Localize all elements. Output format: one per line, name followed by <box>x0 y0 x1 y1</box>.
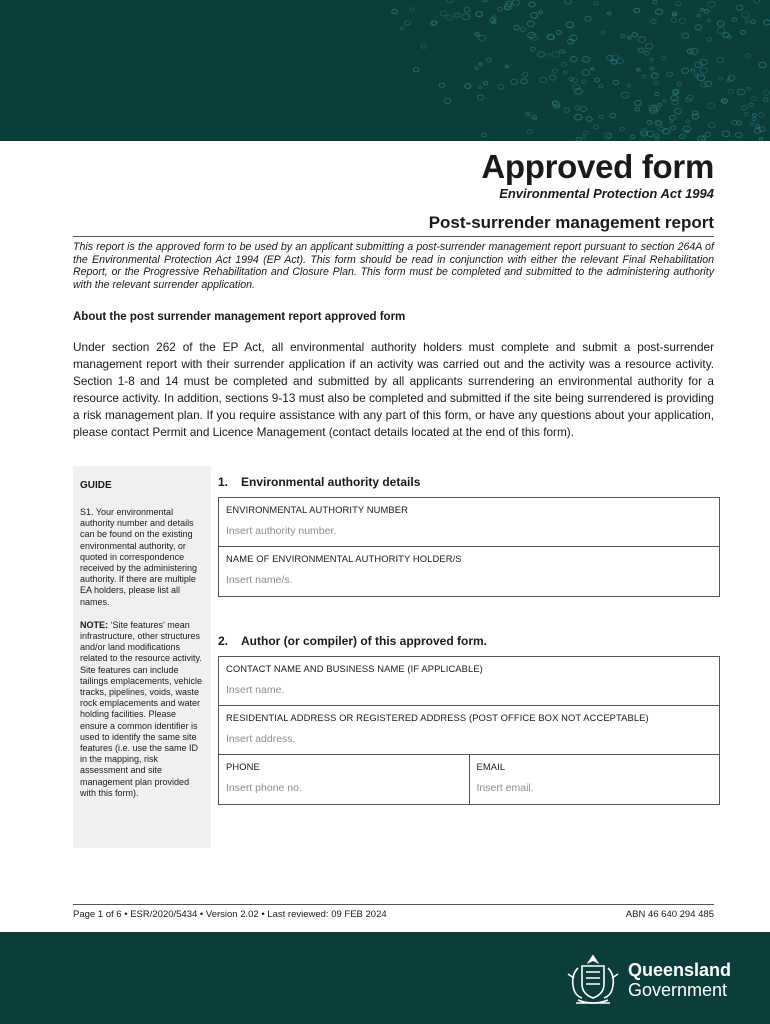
pattern-dot <box>585 16 591 21</box>
table-row <box>219 657 719 706</box>
pattern-dot <box>700 8 704 11</box>
pattern-dot <box>707 38 712 42</box>
table-row <box>219 706 719 755</box>
pattern-dot <box>728 76 735 81</box>
pattern-dot <box>540 77 547 82</box>
pattern-dot <box>465 84 471 89</box>
pattern-dot <box>708 2 716 8</box>
guide-note-text: ‘Site features’ mean infrastructure, other structures and/or land modifications related to the resource activity. Site features can include tailings emplacements, vehicle tracks, pipelines, voids, waste rock emplacements and water holding facilities. Please ensure a common identifier is used to identify the same site features (i.e. use the same ID in the mapping, risk assessment and site management plan provided with this form). <box>80 619 203 798</box>
pattern-dot <box>745 20 749 23</box>
pattern-dot <box>661 56 666 60</box>
section-1-table <box>218 497 720 597</box>
pattern-dot <box>707 19 710 22</box>
pattern-dot <box>654 134 659 138</box>
pattern-dot <box>439 83 445 87</box>
pattern-dot <box>692 114 699 119</box>
report-title: Post-surrender management report <box>428 213 714 232</box>
pattern-dot <box>635 108 640 112</box>
pattern-dot <box>594 2 599 6</box>
section-1-heading <box>218 475 420 489</box>
pattern-dot <box>621 34 625 37</box>
intro-paragraph: This report is the approved form to be used by an applicant submitting a post-surrender management report pursuant to section 264A of the Environmental Protection Act 1994 (EP Act). This form should be read in conjunction with either the relevant Final Rehabilitation Report, or the Progressive Rehabilitation and Closure Plan. This form must be completed and submitted to the administering authority with the relevant surrender application. <box>73 241 714 291</box>
pattern-dot <box>484 82 488 85</box>
pattern-dot <box>645 43 652 49</box>
pattern-dot <box>655 9 662 15</box>
pattern-dot <box>705 132 710 136</box>
ea-number-label: ENVIRONMENTAL AUTHORITY NUMBER <box>226 504 409 515</box>
pattern-dot <box>512 0 519 5</box>
pattern-dot <box>530 47 535 51</box>
email-input[interactable] <box>477 782 713 794</box>
pattern-dot <box>704 10 709 14</box>
pattern-dot <box>632 33 637 37</box>
pattern-dot <box>581 80 586 84</box>
pattern-dot <box>591 68 594 71</box>
pattern-dot <box>440 11 447 16</box>
pattern-dot <box>552 69 557 73</box>
section-2-heading <box>218 634 487 648</box>
pattern-dot <box>601 31 605 34</box>
pattern-dot <box>482 133 487 137</box>
pattern-dot <box>763 98 768 102</box>
pattern-dot <box>446 0 453 3</box>
pattern-dot <box>561 62 566 66</box>
pattern-dot <box>498 7 503 11</box>
pattern-dot <box>737 89 745 95</box>
ea-holder-label: NAME OF ENVIRONMENTAL AUTHORITY HOLDER/S <box>226 553 462 564</box>
ea-number-cell <box>219 498 719 546</box>
pattern-dot <box>663 129 670 134</box>
pattern-dot <box>620 127 625 131</box>
pattern-dot <box>700 68 707 74</box>
phone-label: PHONE <box>226 761 260 772</box>
pattern-dot <box>521 28 526 32</box>
pattern-dot <box>740 30 745 34</box>
table-row <box>219 755 719 804</box>
pattern-dot <box>556 30 561 34</box>
pattern-dot <box>742 12 750 18</box>
queensland-crest-icon <box>564 950 622 1008</box>
section-2-table <box>218 656 720 805</box>
pattern-dot <box>670 121 673 123</box>
pattern-dot <box>476 11 483 16</box>
pattern-dot <box>658 103 662 106</box>
pattern-dot <box>529 2 536 7</box>
contact-label: CONTACT NAME AND BUSINESS NAME (IF APPLICABLE) <box>226 663 483 674</box>
pattern-dot <box>679 18 686 23</box>
pattern-dot <box>527 130 532 134</box>
pattern-dot <box>650 67 654 70</box>
pattern-dot <box>582 70 590 76</box>
pattern-dot <box>582 57 589 63</box>
guide-note-label: NOTE: <box>80 619 108 630</box>
email-label: EMAIL <box>476 761 506 772</box>
address-input[interactable] <box>226 733 712 745</box>
pattern-dot <box>521 79 527 84</box>
pattern-dot <box>744 113 748 116</box>
pattern-dot <box>514 25 520 29</box>
pattern-dot <box>728 89 733 93</box>
pattern-dot <box>478 35 485 41</box>
pattern-dot <box>580 106 586 111</box>
pattern-dot <box>759 127 765 132</box>
pattern-dot <box>651 73 658 78</box>
about-paragraph: Under section 262 of the EP Act, all environmental authority holders must complete and submit a post-surrender management report with their surrender application if an activity was carried out and the activity was a resource activity. Section 1-8 and 14 must be completed and submitted by all applicants surrendering an environmental authority for a resource activity. In addition, sections 9-13 must also be completed and submitted if the site being surrendered is providing a risk management plan. If you require assistance with any part of this form, or have any questions about your application, please contact Permit and Licence Management (contact details located at the end of this form). <box>73 340 714 439</box>
pattern-dot <box>752 114 756 117</box>
pattern-dot <box>671 126 676 130</box>
pattern-dot <box>732 18 737 21</box>
pattern-dot <box>638 37 646 43</box>
table-row <box>219 498 719 547</box>
pattern-dot <box>634 8 640 12</box>
pattern-dot <box>697 75 705 81</box>
pattern-dot <box>642 75 646 78</box>
pattern-dot <box>576 137 581 141</box>
title-block <box>481 148 714 201</box>
section-1-title: Environmental authority details <box>241 475 421 489</box>
pattern-dot <box>486 58 491 62</box>
pattern-dot <box>405 21 411 26</box>
pattern-dot <box>652 0 657 4</box>
pattern-dot <box>691 69 695 72</box>
pattern-dot <box>759 137 762 140</box>
pattern-dot <box>570 57 577 62</box>
pattern-dot <box>683 126 691 132</box>
decorative-dot-pattern <box>0 0 770 141</box>
pattern-dot <box>680 134 685 138</box>
pattern-dot <box>682 33 689 38</box>
pattern-dot <box>686 120 690 123</box>
pattern-dot <box>747 88 750 90</box>
pattern-dot <box>708 123 715 128</box>
pattern-dot <box>752 118 756 121</box>
guide-panel <box>73 466 211 848</box>
pattern-dot <box>574 114 582 120</box>
pattern-dot <box>746 54 751 58</box>
about-heading: About the post surrender management report approved form <box>73 311 406 323</box>
pattern-dot <box>630 135 635 139</box>
pattern-dot <box>477 95 484 100</box>
section-1-number: 1. <box>218 475 229 489</box>
pattern-dot <box>669 115 675 120</box>
guide-title: GUIDE <box>80 480 112 491</box>
pattern-dot <box>598 85 602 88</box>
pattern-dot <box>754 128 761 133</box>
pattern-dot <box>446 15 453 20</box>
pattern-dot <box>645 51 650 55</box>
pattern-dot <box>634 100 641 105</box>
pattern-dot <box>538 52 545 57</box>
pattern-dot <box>751 97 756 101</box>
footer-abn: ABN 46 640 294 485 <box>625 909 714 920</box>
title-divider <box>73 236 714 237</box>
pattern-dot <box>735 132 742 137</box>
pattern-dot <box>707 103 714 109</box>
pattern-dot <box>565 0 572 4</box>
header-banner <box>0 0 770 141</box>
pattern-dot <box>531 13 538 19</box>
footer-page-info: Page 1 of 6 • ESR/2020/5434 • Version 2.02 • Last reviewed: 09 FEB 2024 <box>73 909 387 920</box>
pattern-dot <box>655 92 659 95</box>
pattern-dot <box>539 11 543 14</box>
pattern-dot <box>584 131 589 135</box>
pattern-dot <box>758 113 764 117</box>
pattern-dot <box>505 65 508 67</box>
pattern-dot <box>523 73 528 77</box>
table-row <box>219 547 719 596</box>
pattern-dot <box>638 48 644 52</box>
pattern-dot <box>671 18 677 22</box>
pattern-dot <box>595 78 600 82</box>
pattern-dot <box>677 82 681 85</box>
pattern-dot <box>582 136 586 139</box>
contact-cell <box>219 657 719 705</box>
pattern-dot <box>695 25 702 30</box>
pattern-dot <box>478 86 481 89</box>
pattern-dot <box>697 14 700 17</box>
pattern-dot <box>675 1 681 5</box>
guide-note <box>80 620 205 799</box>
pattern-dot <box>527 21 534 27</box>
pattern-dot <box>651 19 656 23</box>
pattern-dot <box>498 84 504 89</box>
pattern-dot <box>400 27 404 30</box>
pattern-dot <box>674 90 678 93</box>
pattern-dot <box>674 109 681 115</box>
email-cell <box>469 755 720 804</box>
pattern-dot <box>750 123 753 126</box>
ea-holder-input[interactable] <box>226 574 712 586</box>
pattern-dot <box>722 131 730 137</box>
pattern-dot <box>599 115 603 118</box>
address-cell <box>219 706 719 754</box>
pattern-dot <box>563 71 567 74</box>
pattern-dot <box>444 98 451 103</box>
ea-number-input[interactable] <box>226 525 712 537</box>
pattern-dot <box>681 68 688 74</box>
pattern-dot <box>564 108 570 113</box>
pattern-dot <box>410 8 415 12</box>
pattern-dot <box>650 58 654 61</box>
page-title: Approved form <box>481 148 714 185</box>
pattern-dot <box>736 5 743 10</box>
ea-holder-cell <box>219 547 719 596</box>
contact-name-input[interactable] <box>226 684 712 696</box>
pattern-dot <box>717 21 724 26</box>
pattern-dot <box>464 7 470 12</box>
pattern-dot <box>392 9 398 13</box>
pattern-dot <box>763 90 769 95</box>
pattern-dot <box>526 113 530 116</box>
pattern-dot <box>741 105 747 109</box>
pattern-dot <box>627 84 631 87</box>
pattern-dot <box>717 57 724 62</box>
pattern-dot <box>628 36 631 39</box>
pattern-dot <box>705 81 712 86</box>
pattern-dot <box>764 20 770 25</box>
pattern-dot <box>479 63 482 66</box>
pattern-dot <box>647 120 652 124</box>
pattern-dot <box>672 100 678 105</box>
pattern-dot <box>552 52 560 58</box>
pattern-dot <box>566 22 574 28</box>
pattern-dot <box>586 117 592 122</box>
address-label: RESIDENTIAL ADDRESS OR REGISTERED ADDRESS (POST OFFICE BOX NOT ACCEPTABLE) <box>226 712 649 723</box>
guide-s1-text: S1. Your environmental authority number and details can be found on the existing environmental authority, or quoted in correspondence received by the administering authority. If there are multiple EA holders, please list all names. <box>80 507 198 607</box>
pattern-dot <box>663 100 666 103</box>
pattern-dot <box>549 75 556 80</box>
pattern-dot <box>701 137 705 140</box>
pattern-dot <box>455 13 460 17</box>
section-2-number: 2. <box>218 634 229 648</box>
pattern-dot <box>547 53 551 56</box>
pattern-dot <box>717 28 725 34</box>
pattern-dot <box>751 20 756 24</box>
pattern-dot <box>667 72 673 77</box>
pattern-dot <box>610 113 616 117</box>
government-name: Queensland <box>628 960 732 980</box>
pattern-dot <box>511 79 518 85</box>
pattern-dot <box>656 138 659 140</box>
phone-input[interactable] <box>226 782 462 794</box>
pattern-dot <box>483 0 487 2</box>
pattern-dot <box>613 80 619 84</box>
pattern-dot <box>413 68 419 72</box>
act-subtitle: Environmental Protection Act 1994 <box>499 186 714 201</box>
pattern-dot <box>719 77 723 80</box>
pattern-dot <box>421 44 426 48</box>
pattern-dot <box>754 0 760 3</box>
pattern-dot <box>575 106 580 110</box>
section-2-title: Author (or compiler) of this approved form. <box>241 634 488 648</box>
footer-divider <box>73 904 714 905</box>
pattern-dot <box>723 33 729 38</box>
pattern-dot <box>621 92 629 98</box>
phone-cell <box>219 755 469 804</box>
footer-banner <box>0 932 770 1024</box>
pattern-dot <box>654 81 658 84</box>
pattern-dot <box>759 62 766 67</box>
pattern-dot <box>462 14 470 20</box>
pattern-dot <box>608 12 611 15</box>
pattern-dot <box>475 67 479 70</box>
pattern-dot <box>749 103 754 107</box>
pattern-dot <box>593 125 598 129</box>
government-sub: Government <box>628 980 728 1000</box>
